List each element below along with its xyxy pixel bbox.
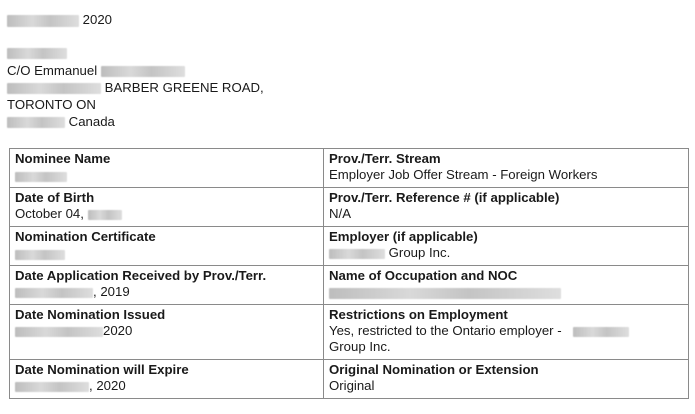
cell-value (329, 323, 683, 339)
expire-year: , 2020 (89, 378, 126, 393)
cell-label: Prov./Terr. Reference # (if applicable) (329, 190, 560, 205)
received-year: , 2019 (93, 284, 130, 299)
cell-value (15, 323, 318, 339)
cell-label: Employer (if applicable) (329, 229, 478, 244)
redacted-block (88, 210, 122, 220)
recipient-country (7, 114, 115, 130)
cell-label: Restrictions on Employment (329, 307, 508, 322)
letter-date (7, 12, 112, 28)
cell-value (329, 284, 683, 300)
table-row (10, 305, 689, 360)
cell-label: Nominee Name (15, 151, 111, 166)
cell-label: Date of Birth (15, 190, 95, 205)
redacted-block (15, 288, 93, 298)
cell-value: Employer Job Offer Stream - Foreign Workers (329, 167, 598, 182)
table-cell (324, 227, 689, 266)
table-cell (10, 266, 324, 305)
table-cell (324, 360, 689, 399)
redacted-block (15, 250, 65, 260)
letter-date-year: 2020 (82, 12, 113, 27)
cell-value (15, 245, 318, 261)
issued-year: 2020 (103, 323, 133, 338)
table-cell (324, 305, 689, 360)
nomination-table (9, 148, 689, 399)
cell-value: N/A (329, 206, 351, 221)
cell-label: Date Application Received by Prov./Terr. (15, 268, 267, 283)
cell-label: Original Nomination or Extension (329, 362, 539, 377)
redacted-block (15, 172, 67, 182)
redacted-block (7, 15, 79, 27)
cell-label: Name of Occupation and NOC (329, 268, 518, 283)
redacted-block (7, 48, 67, 59)
cell-value (15, 378, 318, 394)
city-text: TORONTO ON (7, 97, 96, 112)
redacted-block (329, 288, 561, 299)
table-cell (324, 188, 689, 227)
cell-value (15, 167, 318, 183)
cell-value (329, 245, 683, 261)
restriction-text: Yes, restricted to the Ontario employer - (329, 323, 562, 338)
table-row (10, 149, 689, 188)
table-cell (10, 305, 324, 360)
redacted-block (7, 83, 101, 94)
cell-label: Nomination Certificate (15, 229, 156, 244)
table-cell (10, 188, 324, 227)
cell-label: Prov./Terr. Stream (329, 151, 441, 166)
cell-label: Date Nomination Issued (15, 307, 166, 322)
recipient-name (7, 45, 67, 61)
table-cell (10, 360, 324, 399)
redacted-block (15, 327, 103, 337)
redacted-block (573, 327, 629, 337)
table-row (10, 266, 689, 305)
table-row (10, 227, 689, 266)
dob-text: October 04, (15, 206, 84, 221)
redacted-block (101, 66, 185, 77)
table-cell (324, 266, 689, 305)
employer-text: Group Inc. (388, 245, 451, 260)
redacted-block (7, 117, 65, 128)
recipient-street (7, 80, 264, 96)
table-row (10, 360, 689, 399)
street-text: BARBER GREENE ROAD, (104, 80, 264, 95)
table-row (10, 188, 689, 227)
cell-value: Original (329, 378, 375, 393)
cell-label: Date Nomination will Expire (15, 362, 189, 377)
co-prefix: C/O Emmanuel (7, 63, 98, 78)
recipient-co-line (7, 63, 185, 79)
cell-value (15, 206, 318, 222)
redacted-block (329, 249, 385, 259)
recipient-city (7, 97, 96, 113)
table-cell (324, 149, 689, 188)
table-cell (10, 149, 324, 188)
cell-value-line2: Group Inc. (329, 339, 391, 354)
country-text: Canada (68, 114, 115, 129)
table-cell (10, 227, 324, 266)
redacted-block (15, 382, 89, 392)
cell-value (15, 284, 318, 300)
